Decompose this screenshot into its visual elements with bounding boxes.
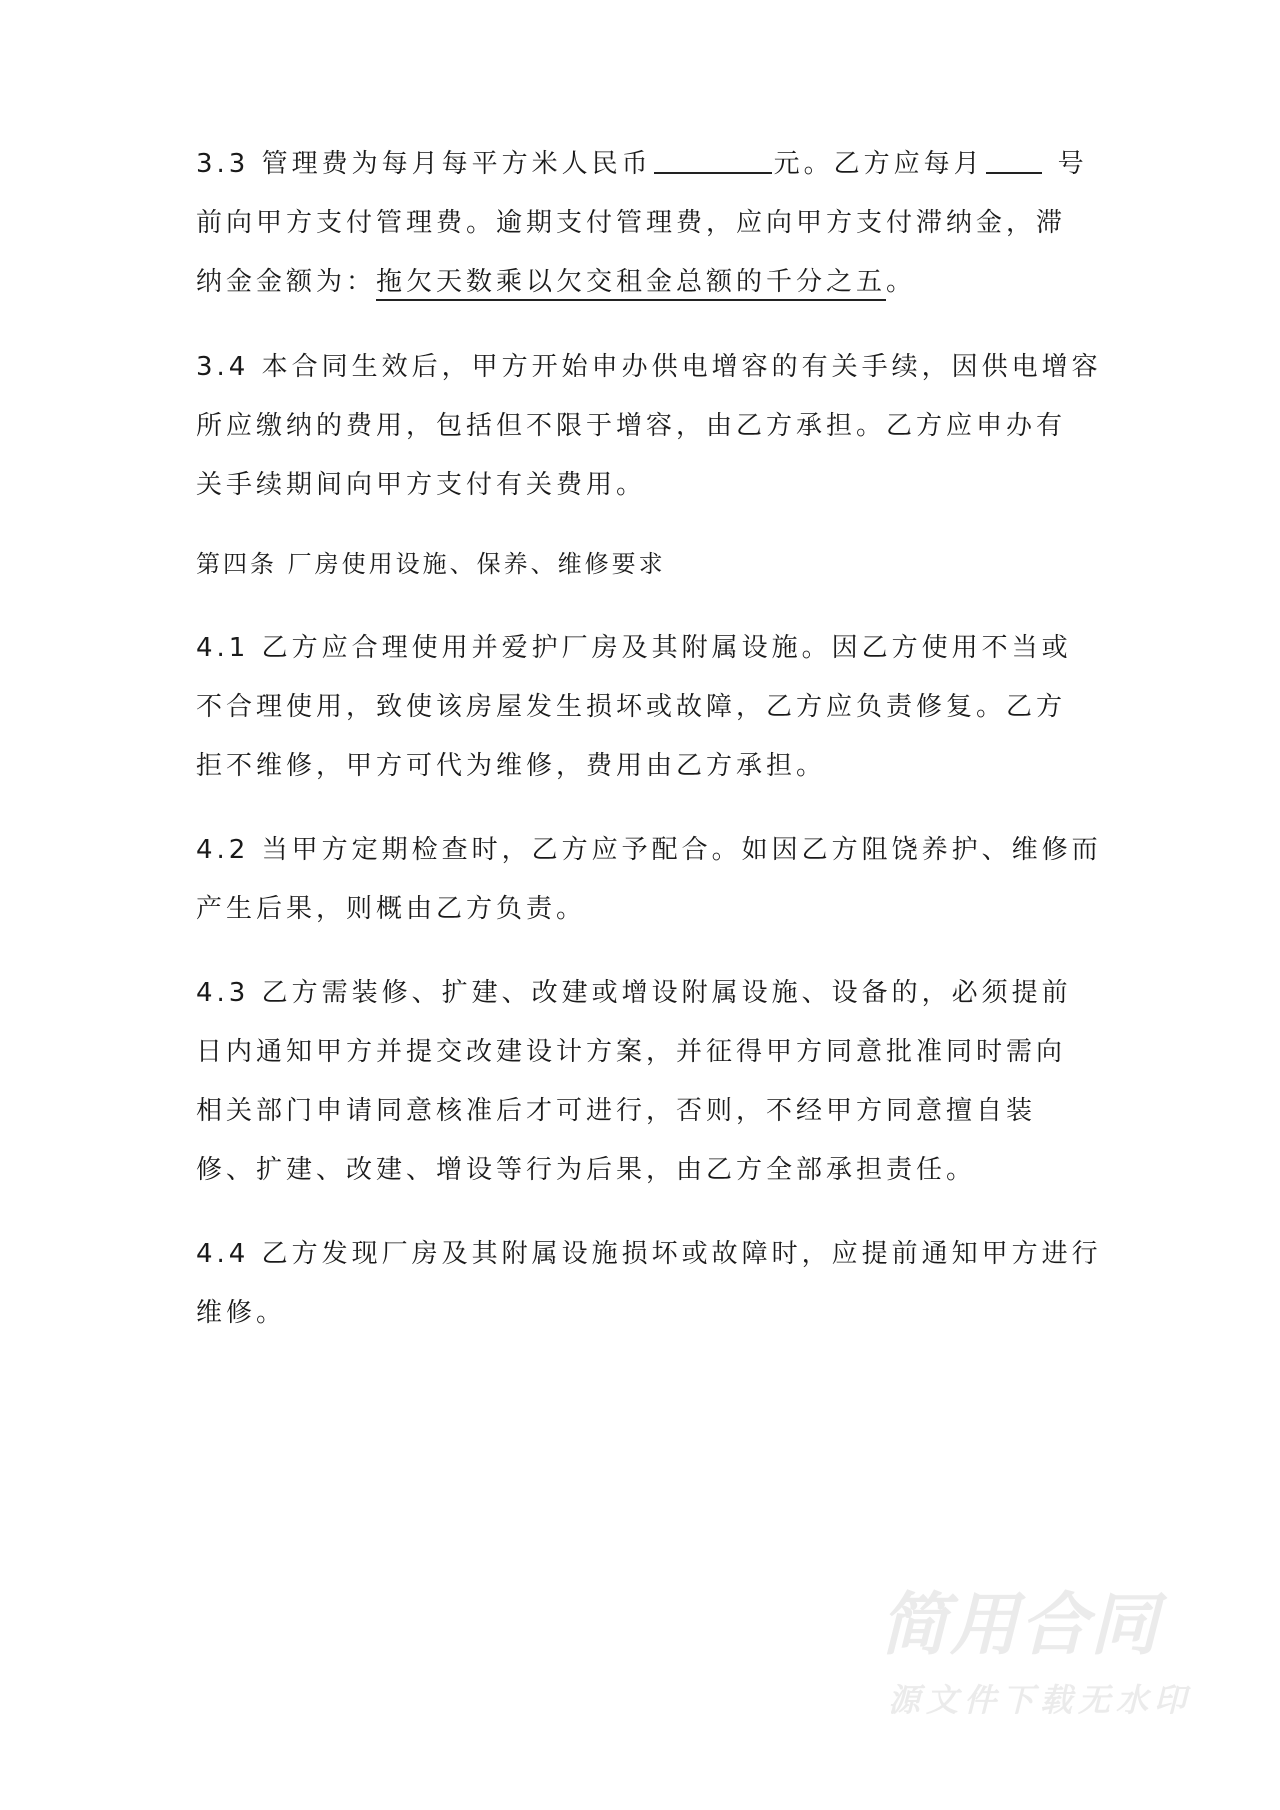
clause-4-4-line-2: 维修。 xyxy=(196,1298,287,1328)
clause-4-2-line-1: 4.2 当甲方定期检查时，乙方应予配合。如因乙方阻饶养护、维修而 xyxy=(196,835,1102,865)
watermark-brand: 简用合同 xyxy=(880,1586,1161,1665)
clause-3-3-line-1 xyxy=(196,146,1088,182)
blank-fee-amount[interactable] xyxy=(654,148,772,174)
clause-4-1-line-1: 4.1 乙方应合理使用并爱护厂房及其附属设施。因乙方使用不当或 xyxy=(196,633,1072,663)
blank-payment-day[interactable] xyxy=(986,148,1042,174)
article-4-heading: 第四条 厂房使用设施、保养、维修要求 xyxy=(196,550,666,578)
clause-text: 。 xyxy=(886,267,917,297)
clause-4-3-line-3: 相关部门申请同意核准后才可进行，否则，不经甲方同意擅自装 xyxy=(196,1096,1037,1126)
clause-4-1-line-2: 不合理使用，致使该房屋发生损坏或故障，乙方应负责修复。乙方 xyxy=(196,692,1067,722)
clause-3-4-line-3: 关手续期间向甲方支付有关费用。 xyxy=(196,470,647,500)
clause-3-3-line-2: 前向甲方支付管理费。逾期支付管理费，应向甲方支付滞纳金，滞 xyxy=(196,208,1067,238)
clause-4-4-line-1: 4.4 乙方发现厂房及其附属设施损坏或故障时，应提前通知甲方进行 xyxy=(196,1239,1102,1269)
clause-text: 纳金金额为： xyxy=(196,267,377,297)
clause-3-3-line-3 xyxy=(196,264,916,300)
clause-text: 元。乙方应每月 xyxy=(773,149,984,179)
clause-text: 号 xyxy=(1057,149,1088,179)
clause-4-1-line-3: 拒不维修，甲方可代为维修，费用由乙方承担。 xyxy=(196,751,827,781)
clause-3-4-line-2: 所应缴纳的费用，包括但不限于增容，由乙方承担。乙方应申办有 xyxy=(196,411,1067,441)
watermark-tagline: 源文件下载无水印 xyxy=(888,1681,1193,1719)
clause-4-3-line-4: 修、扩建、改建、增设等行为后果，由乙方全部承担责任。 xyxy=(196,1155,977,1185)
underlined-penalty-text: 拖欠天数乘以欠交租金总额的千分之五 xyxy=(376,267,886,301)
watermark xyxy=(880,1588,1210,1722)
clause-4-3-line-2: 日内通知甲方并提交改建设计方案，并征得甲方同意批准同时需向 xyxy=(196,1037,1067,1067)
clause-4-2-line-2: 产生后果，则概由乙方负责。 xyxy=(196,894,587,924)
clause-3-4-line-1: 3.4 本合同生效后，甲方开始申办供电增容的有关手续，因供电增容 xyxy=(196,352,1102,382)
clause-text: 3.3 管理费为每月每平方米人民币 xyxy=(196,149,652,179)
clause-4-3-line-1: 4.3 乙方需装修、扩建、改建或增设附属设施、设备的，必须提前 xyxy=(196,978,1072,1008)
